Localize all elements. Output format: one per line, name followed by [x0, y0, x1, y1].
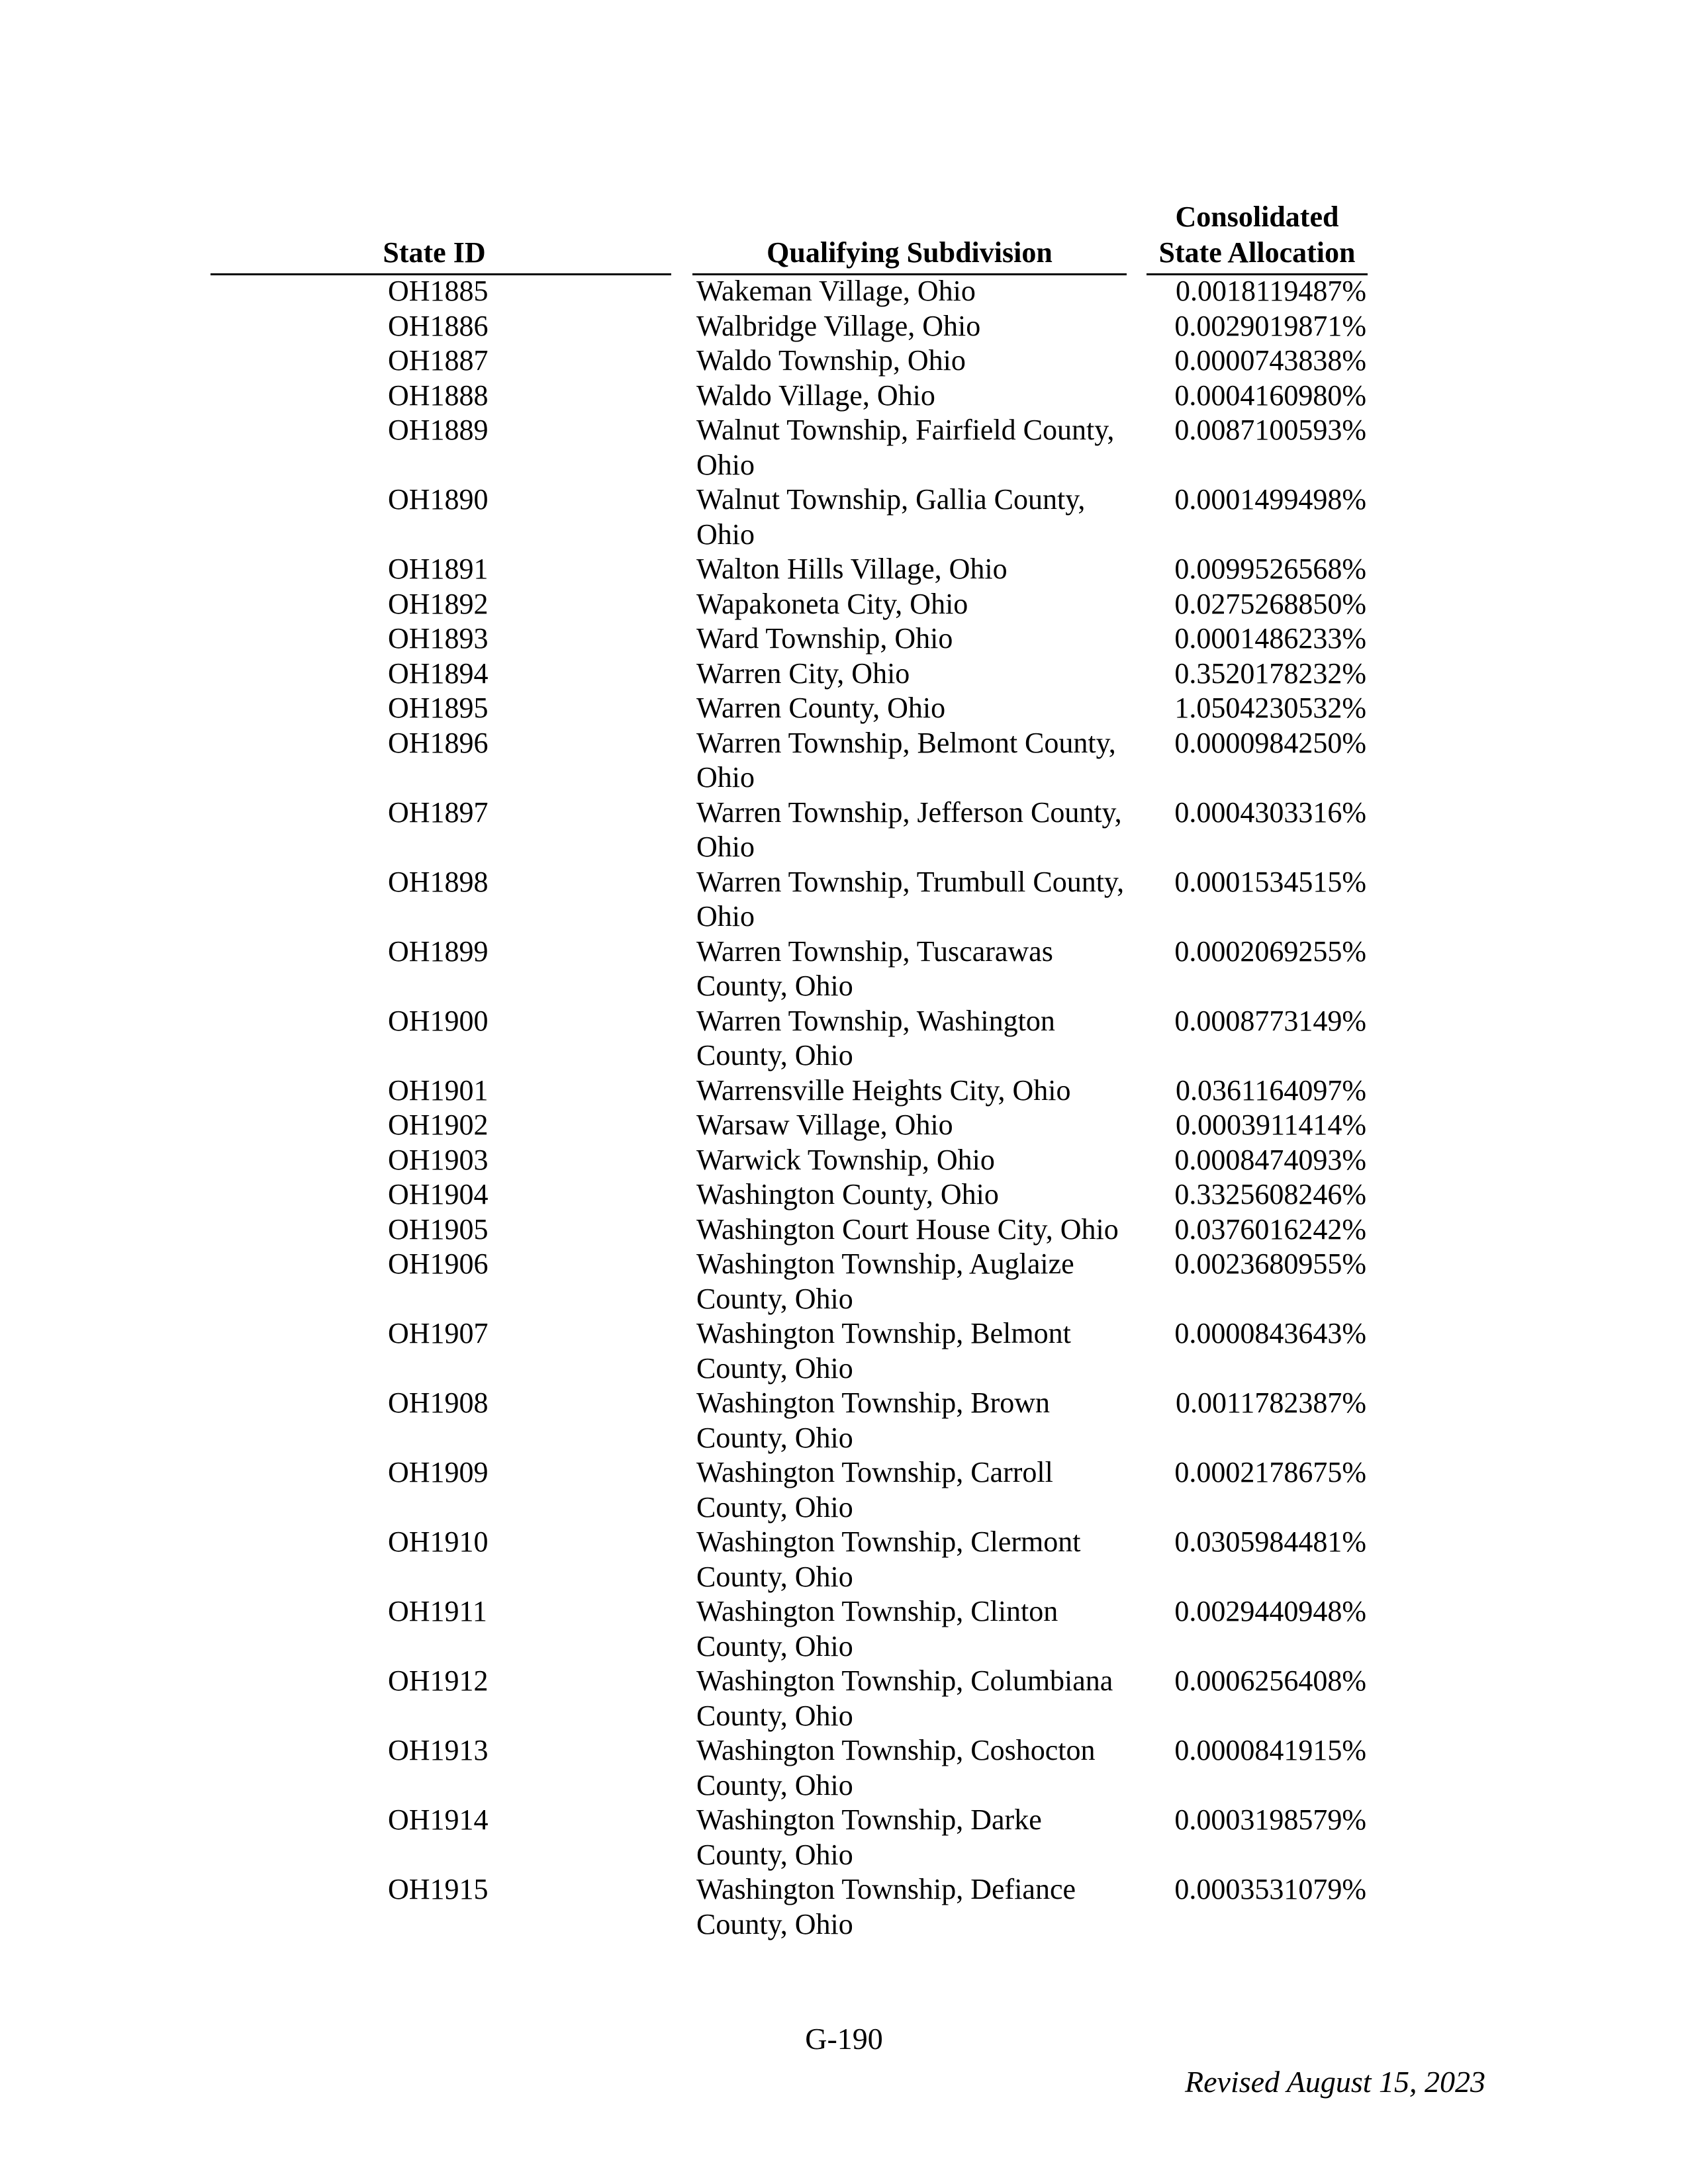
subdivision-cell: Walnut Township, Gallia County, Ohio [696, 483, 1086, 551]
state-id-cell: OH1911 [388, 1595, 487, 1627]
allocation-cell: 0.0001486233% [1174, 622, 1366, 655]
state-id-cell: OH1885 [388, 275, 489, 307]
table-row [0, 1455, 1688, 1525]
table-header [0, 196, 1688, 275]
table-row [0, 1664, 1688, 1733]
subdivision-cell: Warren Township, Belmont County, Ohio [696, 726, 1116, 794]
table-row [0, 343, 1688, 379]
table-row [0, 1004, 1688, 1073]
subdivision-cell: Washington Township, Carroll County, Ohio [696, 1456, 1053, 1524]
allocation-cell: 0.0018119487% [1175, 275, 1366, 307]
table-row [0, 1073, 1688, 1109]
subdivision-cell: Warren Township, Trumbull County, Ohio [696, 865, 1125, 933]
state-id-cell: OH1913 [388, 1734, 489, 1766]
subdivision-cell: Washington County, Ohio [696, 1178, 999, 1210]
state-id-cell: OH1888 [388, 379, 489, 412]
subdivision-cell: Washington Township, Darke County, Ohio [696, 1803, 1042, 1871]
allocation-cell: 0.0361164097% [1175, 1073, 1366, 1107]
subdivision-cell: Warren County, Ohio [696, 692, 946, 724]
table-row [0, 1177, 1688, 1212]
allocation-cell: 1.0504230532% [1174, 692, 1366, 724]
table-row [0, 413, 1688, 482]
allocation-cell: 0.0275268850% [1174, 587, 1366, 620]
subdivision-cell: Warsaw Village, Ohio [696, 1109, 953, 1141]
state-id-cell: OH1910 [388, 1525, 489, 1558]
state-id-cell: OH1891 [388, 553, 489, 585]
table-row [0, 657, 1688, 692]
table-row [0, 552, 1688, 587]
allocation-cell: 0.0000843643% [1174, 1317, 1366, 1349]
allocation-cell: 0.0008773149% [1174, 1004, 1366, 1037]
allocation-cell: 0.0000743838% [1174, 344, 1366, 377]
subdivision-cell: Warren City, Ohio [696, 657, 910, 690]
table-row [0, 1143, 1688, 1178]
allocation-cell: 0.0305984481% [1174, 1525, 1366, 1558]
table-row [0, 1386, 1688, 1455]
allocation-cell: 0.3520178232% [1174, 657, 1366, 690]
table-row [0, 726, 1688, 796]
state-id-cell: OH1900 [388, 1004, 489, 1037]
state-id-cell: OH1892 [388, 587, 489, 620]
subdivision-cell: Walbridge Village, Ohio [696, 309, 981, 342]
table-row [0, 796, 1688, 865]
allocation-cell: 0.0000841915% [1174, 1734, 1366, 1766]
state-id-cell: OH1894 [388, 657, 489, 690]
table-row [0, 1247, 1688, 1316]
table-row [0, 621, 1688, 657]
state-id-cell: OH1886 [388, 309, 489, 342]
subdivision-cell: Waldo Township, Ohio [696, 344, 966, 377]
table-row [0, 691, 1688, 726]
subdivision-cell: Walnut Township, Fairfield County, Ohio [696, 414, 1115, 481]
subdivision-cell: Warren Township, Tuscarawas County, Ohio [696, 934, 1053, 1002]
allocation-cell: 0.0002178675% [1174, 1456, 1366, 1488]
subdivision-cell: Washington Township, Clermont County, Ohio [696, 1525, 1081, 1593]
state-id-cell: OH1899 [388, 934, 489, 968]
state-id-cell: OH1896 [388, 726, 489, 759]
header-state-id [211, 235, 671, 275]
allocation-cell: 0.0011782387% [1175, 1387, 1366, 1419]
state-id-cell: OH1902 [388, 1109, 489, 1141]
subdivision-cell: Warren Township, Jefferson County, Ohio [696, 796, 1122, 863]
header-state-id-label: State ID [383, 236, 486, 269]
header-allocation-line2: State Allocation [1158, 236, 1356, 269]
allocation-cell: 0.0004303316% [1174, 796, 1366, 829]
state-id-cell: OH1914 [388, 1803, 489, 1836]
allocation-cell: 0.0001499498% [1174, 483, 1366, 516]
state-id-cell: OH1898 [388, 865, 489, 898]
table-row [0, 1803, 1688, 1872]
header-allocation-line1: Consolidated [1175, 201, 1339, 233]
state-id-cell: OH1905 [388, 1212, 489, 1246]
allocation-cell: 0.0029440948% [1174, 1595, 1366, 1627]
state-id-cell: OH1907 [388, 1317, 489, 1349]
table-row [0, 1108, 1688, 1143]
table-row [0, 379, 1688, 414]
subdivision-cell: Washington Township, Auglaize County, Ohio [696, 1248, 1074, 1315]
allocation-cell: 0.0376016242% [1174, 1212, 1366, 1246]
subdivision-cell: Warwick Township, Ohio [696, 1143, 995, 1176]
allocation-cell: 0.0008474093% [1174, 1143, 1366, 1176]
allocation-cell: 0.0003531079% [1174, 1873, 1366, 1905]
state-id-cell: OH1897 [388, 796, 489, 829]
subdivision-cell: Walton Hills Village, Ohio [696, 553, 1008, 585]
subdivision-cell: Washington Township, Defiance County, Ohio [696, 1873, 1076, 1940]
table-row [0, 1872, 1688, 1942]
state-id-cell: OH1915 [388, 1873, 489, 1905]
subdivision-cell: Washington Township, Columbiana County, Ohio [696, 1664, 1113, 1732]
allocation-cell: 0.0003198579% [1174, 1803, 1366, 1836]
state-id-cell: OH1903 [388, 1143, 489, 1176]
table-row [0, 934, 1688, 1004]
subdivision-cell: Warren Township, Washington County, Ohio [696, 1004, 1055, 1071]
state-id-cell: OH1893 [388, 622, 489, 655]
state-id-cell: OH1887 [388, 344, 489, 377]
header-qualifying-subdivision: Qualifying Subdivision [692, 235, 1127, 275]
allocation-cell: 0.0003911414% [1175, 1109, 1366, 1141]
subdivision-cell: Washington Township, Coshocton County, Ohio [696, 1734, 1096, 1801]
table-row [0, 1212, 1688, 1248]
subdivision-cell: Waldo Village, Ohio [696, 379, 935, 412]
table-row [0, 1316, 1688, 1386]
header-consolidated-state-allocation [1147, 199, 1368, 275]
allocation-cell: 0.0029019871% [1174, 309, 1366, 342]
allocation-cell: 0.0023680955% [1174, 1248, 1366, 1280]
table-row [0, 274, 1688, 309]
subdivision-cell: Ward Township, Ohio [696, 622, 953, 655]
table-row [0, 865, 1688, 934]
table-row [0, 587, 1688, 622]
state-id-cell: OH1908 [388, 1387, 489, 1419]
state-id-cell: OH1909 [388, 1456, 489, 1488]
allocation-cell: 0.3325608246% [1174, 1178, 1366, 1210]
state-id-cell: OH1889 [388, 414, 489, 446]
state-id-cell: OH1912 [388, 1664, 489, 1697]
allocation-cell: 0.0004160980% [1174, 379, 1366, 412]
allocation-cell: 0.0006256408% [1174, 1664, 1366, 1697]
page-number: G-190 [805, 2022, 883, 2056]
allocation-cell: 0.0001534515% [1174, 865, 1366, 898]
subdivision-cell: Washington Township, Brown County, Ohio [696, 1387, 1051, 1454]
allocation-cell: 0.0002069255% [1174, 934, 1366, 968]
allocation-cell: 0.0099526568% [1174, 553, 1366, 585]
table-body [0, 274, 1688, 1942]
subdivision-cell: Washington Township, Clinton County, Ohio [696, 1595, 1058, 1662]
revision-date: Revised August 15, 2023 [1185, 2065, 1485, 2099]
allocation-cell: 0.0087100593% [1174, 414, 1366, 446]
subdivision-cell: Warrensville Heights City, Ohio [696, 1073, 1071, 1107]
state-id-cell: OH1901 [388, 1073, 489, 1107]
table-row [0, 1525, 1688, 1594]
table-row [0, 1594, 1688, 1664]
state-id-cell: OH1895 [388, 692, 489, 724]
subdivision-cell: Wapakoneta City, Ohio [696, 587, 968, 620]
table-row [0, 1733, 1688, 1803]
subdivision-cell: Wakeman Village, Ohio [696, 275, 976, 307]
state-id-cell: OH1890 [388, 483, 489, 516]
subdivision-cell: Washington Court House City, Ohio [696, 1212, 1119, 1246]
state-id-cell: OH1904 [388, 1178, 489, 1210]
table-row [0, 482, 1688, 552]
table-row [0, 309, 1688, 344]
subdivision-cell: Washington Township, Belmont County, Ohio [696, 1317, 1071, 1385]
state-id-cell: OH1906 [388, 1248, 489, 1280]
allocation-cell: 0.0000984250% [1174, 726, 1366, 759]
